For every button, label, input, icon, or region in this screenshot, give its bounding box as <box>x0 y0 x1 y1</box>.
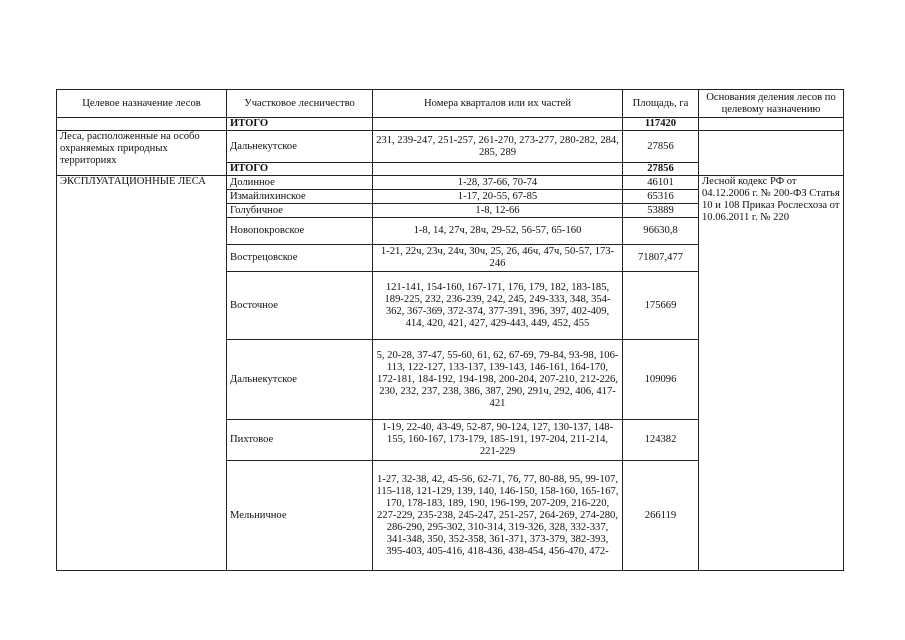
quarters-list: 1-27, 32-38, 42, 45-56, 62-71, 76, 77, 80-88, 95, 99-107, 115-118, 121-129, 139, 140, 146-150, 158-160, 165-167, 170, 178-183, 189, 190, 196-199, 207-209, 216-220, 227-229, 235-238, 245-247, 251-257, 264-269, 274-280, 286-290, 295-302, 310-314, 319-326, 328, 332-337, 341-348, 350, 352-358, 361-371, 373-379, 382-393, 395-403, 405-416, 418-436, 438-454, 456-470, 472- <box>373 461 623 571</box>
quarters-list: 1-8, 12-66 <box>373 204 623 218</box>
total-label: ИТОГО <box>227 118 373 131</box>
quarters-list: 5, 20-28, 37-47, 55-60, 61, 62, 67-69, 79-84, 93-98, 106-113, 122-127, 133-137, 139-143, 146-161, 164-170, 172-181, 184-192, 194-198, 200-204, 207-210, 212-226, 230, 232, 237, 238, 386, 387, 290, 291ч, 292, 406, 417-421 <box>373 340 623 420</box>
quarters-list: 1-21, 22ч, 23ч, 24ч, 30ч, 25, 26, 46ч, 47ч, 50-57, 173-246 <box>373 245 623 272</box>
header-quarters: Номера кварталов или их частей <box>373 90 623 118</box>
header-basis: Основания деления лесов по целевому назначению <box>699 90 844 118</box>
quarters-list: 1-28, 37-66, 70-74 <box>373 176 623 190</box>
area-value: 65316 <box>623 190 699 204</box>
forestry-name: Восточное <box>227 272 373 340</box>
table-header-row <box>57 90 844 118</box>
forestry-name: Голубичное <box>227 204 373 218</box>
total-area: 27856 <box>623 163 699 176</box>
quarters-list: 1-19, 22-40, 43-49, 52-87, 90-124, 127, 130-137, 148-155, 160-167, 173-179, 185-191, 197-204, 211-214, 221-229 <box>373 420 623 461</box>
protected-row <box>57 131 844 163</box>
forestry-name: Новопокровское <box>227 218 373 245</box>
quarters-list: 1-8, 14, 27ч, 28ч, 29-52, 56-57, 65-160 <box>373 218 623 245</box>
header-forestry: Участковое лесничество <box>227 90 373 118</box>
total-row <box>57 118 844 131</box>
exploitation-basis: Лесной кодекс РФ от 04.12.2006 г. № 200-ФЗ Статья 10 и 108 Приказ Рослесхоза от 10.06.2011 г. № 220 <box>699 176 844 571</box>
exploitation-row <box>57 176 844 190</box>
area-value: 175669 <box>623 272 699 340</box>
quarters-list: 121-141, 154-160, 167-171, 176, 179, 182, 183-185, 189-225, 232, 236-239, 242, 245, 249-333, 348, 354-362, 367-369, 372-374, 377-391, 396, 397, 402-409, 414, 420, 421, 427, 429-443, 449, 452, 455 <box>373 272 623 340</box>
forestry-name: Пихтовое <box>227 420 373 461</box>
area-value: 71807,477 <box>623 245 699 272</box>
area-value: 96630,8 <box>623 218 699 245</box>
forestry-name: Долинное <box>227 176 373 190</box>
protected-quarters: 231, 239-247, 251-257, 261-270, 273-277, 280-282, 284, 285, 289 <box>373 131 623 163</box>
area-value: 46101 <box>623 176 699 190</box>
forestry-name: Мельничное <box>227 461 373 571</box>
forestry-name: Вострецовское <box>227 245 373 272</box>
header-purpose: Целевое назначение лесов <box>57 90 227 118</box>
total-label: ИТОГО <box>227 163 373 176</box>
area-value: 53889 <box>623 204 699 218</box>
protected-forestry: Дальнекутское <box>227 131 373 163</box>
forestry-name: Измайлихинское <box>227 190 373 204</box>
forestry-name: Дальнекутское <box>227 340 373 420</box>
quarters-list: 1-17, 20-55, 67-85 <box>373 190 623 204</box>
area-value: 266119 <box>623 461 699 571</box>
protected-area: 27856 <box>623 131 699 163</box>
protected-purpose: Леса, расположенные на особо охраняемых природных территориях <box>57 131 227 176</box>
exploitation-purpose: ЭКСПЛУАТАЦИОННЫЕ ЛЕСА <box>57 176 227 571</box>
forest-purpose-table <box>56 89 844 571</box>
header-area: Площадь, га <box>623 90 699 118</box>
area-value: 109096 <box>623 340 699 420</box>
total-area: 117420 <box>623 118 699 131</box>
area-value: 124382 <box>623 420 699 461</box>
